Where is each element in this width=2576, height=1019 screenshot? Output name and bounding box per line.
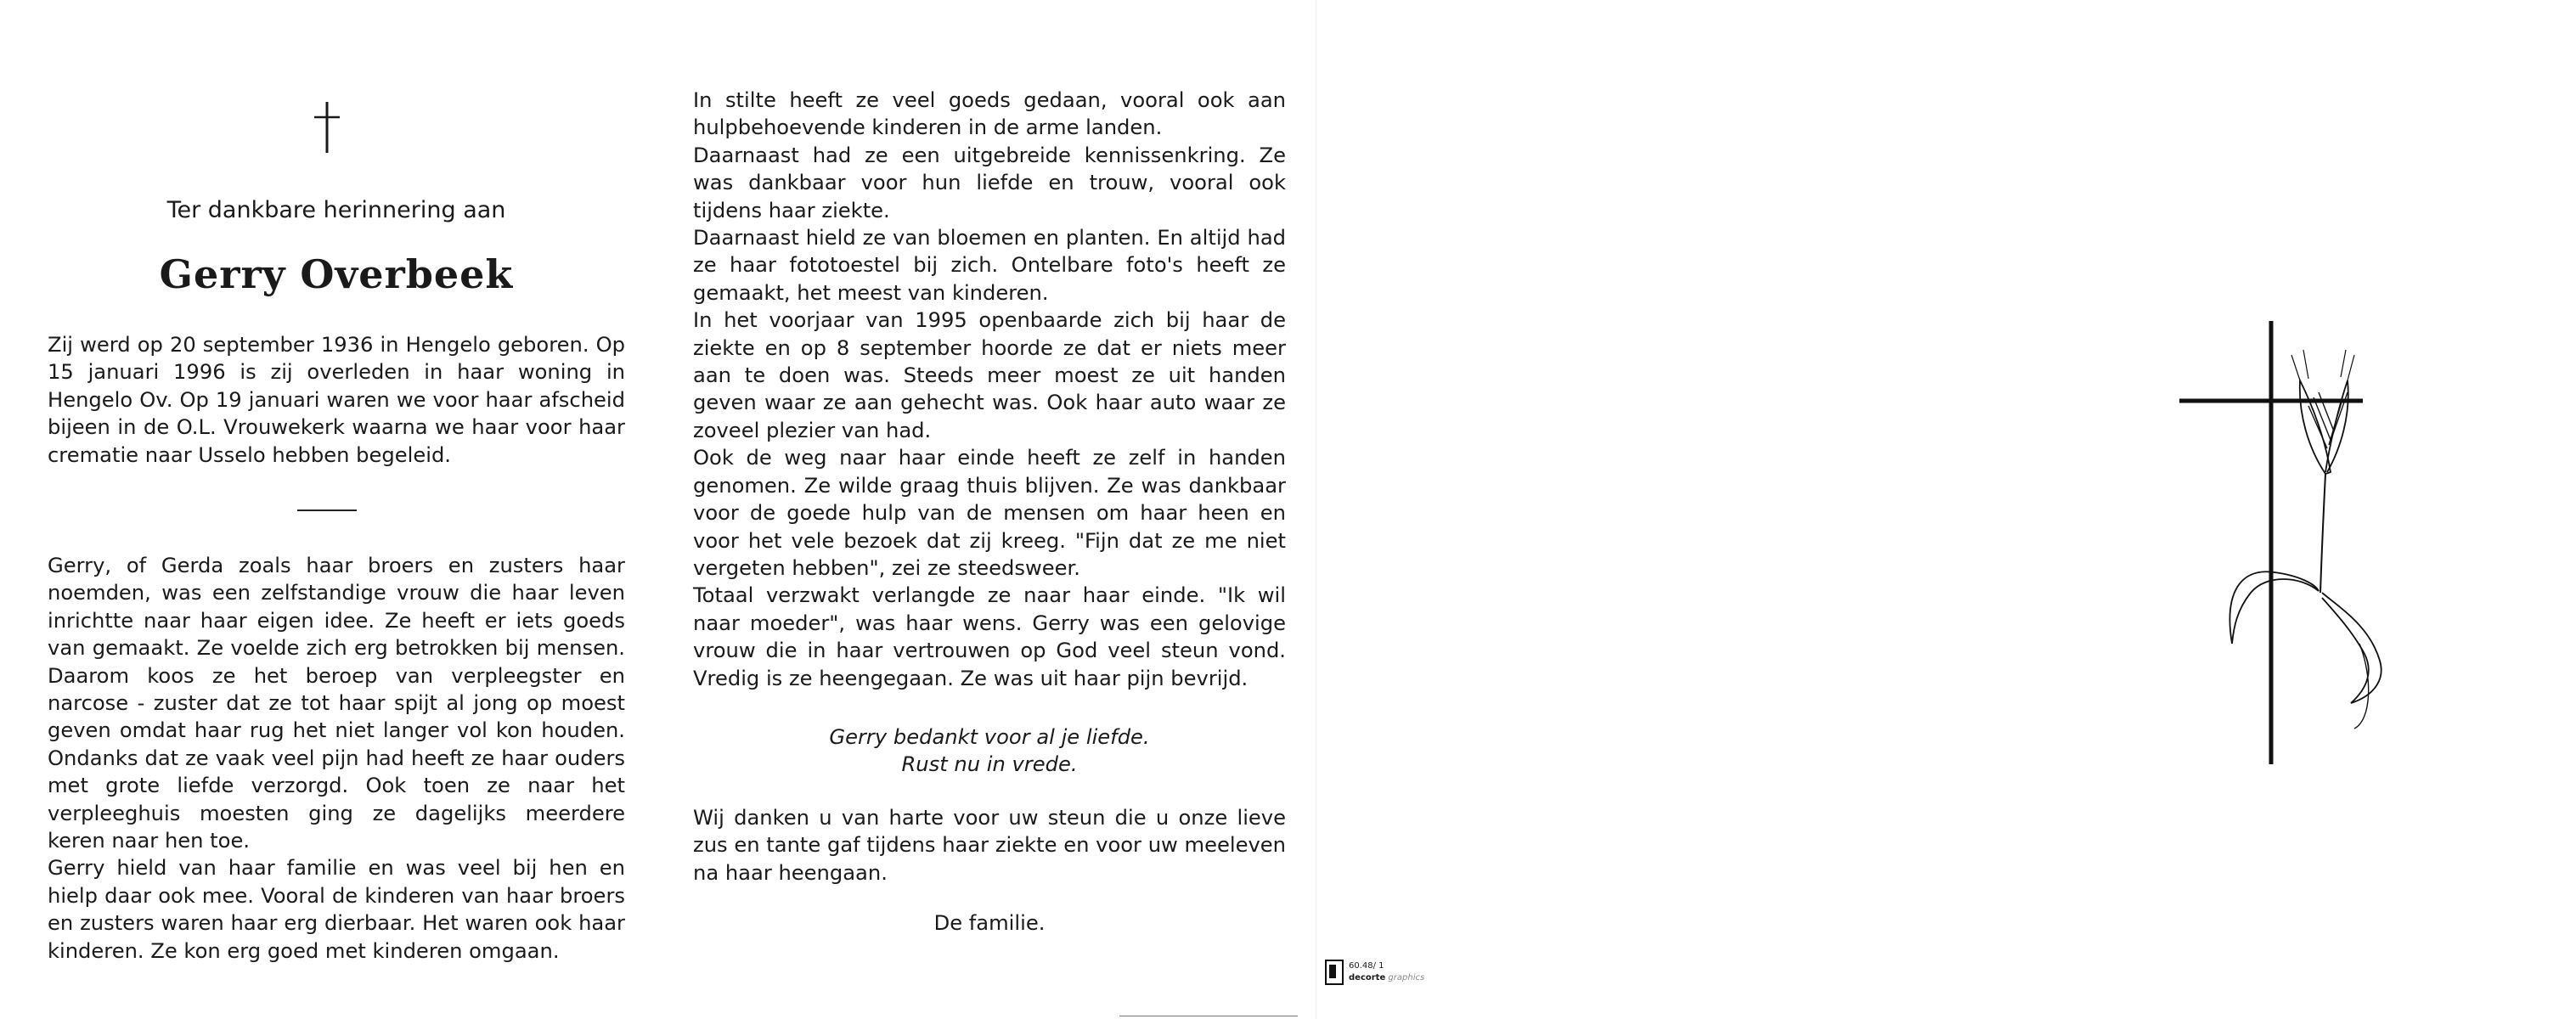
cross-with-wheat-icon [2173, 321, 2419, 771]
paragraph-final-wish: Ook de weg naar haar einde heeft ze zelf in handen genomen. Ze wilde graag thuis blijven. Ze was dankbaar voor de goede hulp van de mensen om haar heen en voor het vele bezoek dat zij kreeg. "Fijn dat ze me niet vergeten hebben", zei ze steedsweer. [693, 446, 1286, 580]
brand-suffix: graphics [1388, 973, 1425, 982]
paragraph-friends: Daarnaast had ze een uitgebreide kennissenkring. Ze was dankbaar voor hun liefde en trouw, vooral ook tijdens haar ziekte. [693, 143, 1286, 222]
closing-line: Rust nu in vrede. [901, 752, 1078, 777]
paragraph-family: Gerry hield van haar familie en was veel bij hen en hielp daar ook mee. Vooral de kinderen van haar broers en zusters waren haar erg dierbaar. Het waren ook haar kinderen. Ze kon erg goed met kinderen omgaan. [48, 856, 625, 963]
printer-brand [1349, 973, 1424, 982]
closing-verse [693, 723, 1286, 779]
closing-line: Gerry bedankt voor al je liefde. [829, 725, 1150, 749]
paragraph-illness: In het voorjaar van 1995 openbaarde zich bij haar de ziekte en op 8 september hoorde ze dat er niets meer aan te doen was. Steeds meer moest ze uit handen geven waar ze aan gehecht was. Ook haar auto waar ze zoveel plezier van had. [693, 308, 1286, 442]
left-panel [0, 0, 671, 1019]
life-story-continued [693, 87, 1286, 692]
right-panel [1316, 0, 2576, 1019]
intro-line: Ter dankbare herinnering aan [166, 197, 506, 223]
card-code: 60.48/ 1 [1349, 961, 1384, 971]
paragraph-character: Gerry, of Gerda zoals haar broers en zusters haar noemden, was een zelfstandige vrouw die haar leven inrichtte naar haar eigen idee. Ze heeft er iets goeds van gemaakt. Ze voelde zich erg betrokken bij mensen. Daarom koos ze het beroep van verpleegster en narcose - zuster dat ze tot haar spijt al jong op moest geven omdat haar rug het niet langer vol kon houden. Ondanks dat ze vaak veel pijn had heeft ze haar ouders met grote liefde verzorgd. Ook toen ze naar het verpleeghuis moesten ging ze dagelijks meerdere keren naar hen toe. [48, 554, 625, 853]
middle-panel [671, 0, 1316, 1019]
printer-mark [1325, 960, 1444, 994]
cross-icon [307, 100, 347, 155]
deceased-name: Gerry Overbeek [159, 251, 514, 297]
decorte-logo-icon [1325, 960, 1344, 987]
biography-paragraph [48, 331, 625, 469]
life-story [48, 552, 625, 965]
section-divider [297, 510, 357, 511]
paragraph-hobbies: Daarnaast hield ze van bloemen en planten. En altijd had ze haar fototoestel bij zich. Ontelbare foto's heeft ze gemaakt, het meest van kinderen. [693, 226, 1286, 305]
paragraph-charity: In stilte heeft ze veel goeds gedaan, vooral ook aan hulpbehoevende kinderen in de arme landen. [693, 88, 1286, 140]
paragraph-passing: Totaal verzwakt verlangde ze naar haar einde. "Ik wil naar moeder", was haar wens. Gerry was een gelovige vrouw die in haar vertrouwen op God veel steun vond. Vredig is ze heengegaan. Ze was uit haar pijn bevrijd. [693, 583, 1286, 690]
brand-name: decorte [1349, 973, 1386, 982]
paragraph-birth-death: Zij werd op 20 september 1936 in Hengelo geboren. Op 15 januari 1996 is zij overleden in haar woning in Hengelo Ov. Op 19 januari waren we voor haar afscheid bijeen in de O.L. Vrouwekerk waarna we haar voor haar crematie naar Usselo hebben begeleid. [48, 333, 625, 467]
signature: De familie. [933, 911, 1046, 935]
thanks-paragraph: Wij danken u van harte voor uw steun die u onze lieve zus en tante gaf tijdens haar ziekte en voor uw meeleven na haar heengaan. [693, 806, 1286, 885]
